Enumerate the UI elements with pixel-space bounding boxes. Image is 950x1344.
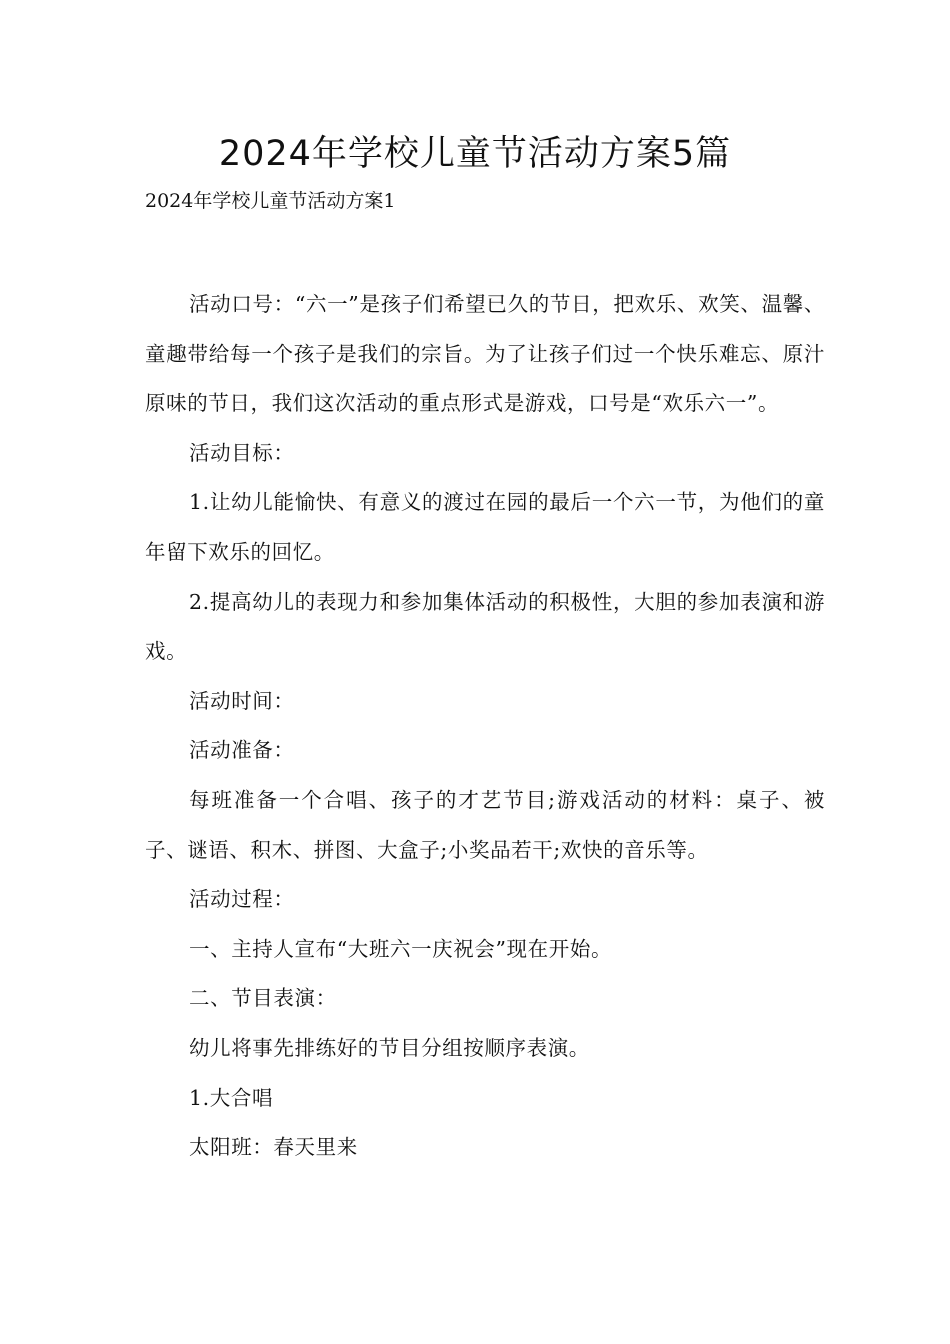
paragraph: 太阳班：春天里来 (189, 1135, 358, 1160)
paragraph: 一、主持人宣布“大班六一庆祝会”现在开始。 (189, 936, 613, 961)
paragraph: 每班准备一个合唱、孩子的才艺节目;游戏活动的材料：桌子、被子、谜语、积木、拼图、大盒子;小奖品若干;欢快的音乐等。 (145, 787, 825, 862)
paragraph: 1.大合唱 (189, 1085, 274, 1110)
paragraph: 二、节目表演： (189, 986, 337, 1011)
paragraph: 活动过程： (189, 887, 295, 912)
paragraph: 活动时间： (189, 688, 295, 713)
document-subtitle: 2024年学校儿童节活动方案1 (145, 190, 396, 212)
paragraph: 幼儿将事先排练好的节目分组按顺序表演。 (189, 1035, 590, 1060)
paragraph: 活动目标： (189, 440, 295, 465)
paragraph: 1.让幼儿能愉快、有意义的渡过在园的最后一个六一节，为他们的童年留下欢乐的回忆。 (145, 490, 825, 564)
paragraph: 2.提高幼儿的表现力和参加集体活动的积极性，大胆的参加表演和游戏。 (145, 589, 825, 664)
document-body (145, 280, 825, 1173)
paragraph: 活动口号：“六一”是孩子们希望已久的节日，把欢乐、欢笑、温馨、童趣带给每一个孩子是我们的宗旨。为了让孩子们过一个快乐难忘、原汁原味的节日，我们这次活动的重点形式是游戏，口号是“欢乐六一”。 (145, 292, 825, 416)
document-title: 2024年学校儿童节活动方案5篇 (218, 134, 732, 174)
paragraph: 活动准备： (189, 738, 295, 763)
